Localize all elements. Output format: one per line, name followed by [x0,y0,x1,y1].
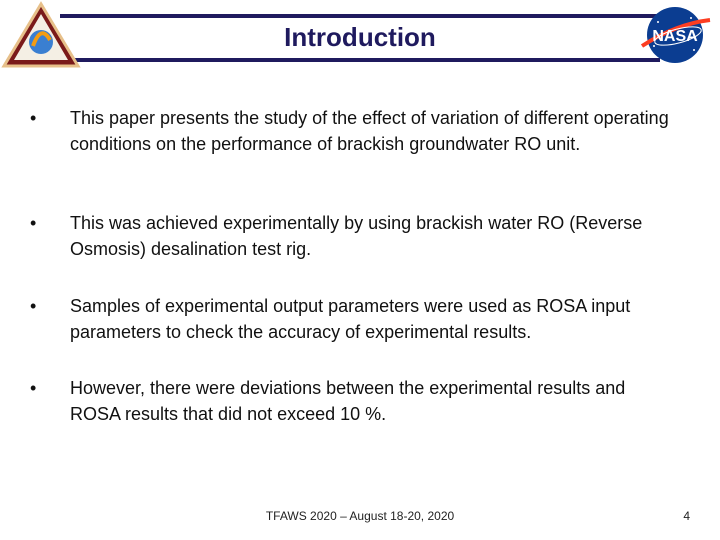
bullet-text: However, there were deviations between the experimental results and ROSA results that did not exceed 10 %. [70,378,626,424]
bullet-marker: • [30,296,37,316]
bullet-marker: • [30,213,37,233]
nasa-logo [636,4,714,66]
bullet-marker: • [30,378,37,398]
logo-left-caption: FAWLKES LEADERSHIP [18,66,64,71]
page-number: 4 [683,509,690,523]
bullet-text: Samples of experimental output parameters were used as ROSA input parameters to check the accuracy of experimental results. [70,296,631,342]
bullet-text: This paper presents the study of the effect of variation of different operating conditions on the performance of brackish groundwater RO unit. [70,108,669,154]
slide-title: Introduction [284,22,436,52]
bullet-marker: • [30,108,37,128]
bullet-text: This was achieved experimentally by using brackish water RO (Reverse Osmosis) desalination test rig. [70,213,643,259]
nasa-logo-text: NASA [652,28,698,45]
footer-text: TFAWS 2020 – August 18-20, 2020 [265,509,455,523]
